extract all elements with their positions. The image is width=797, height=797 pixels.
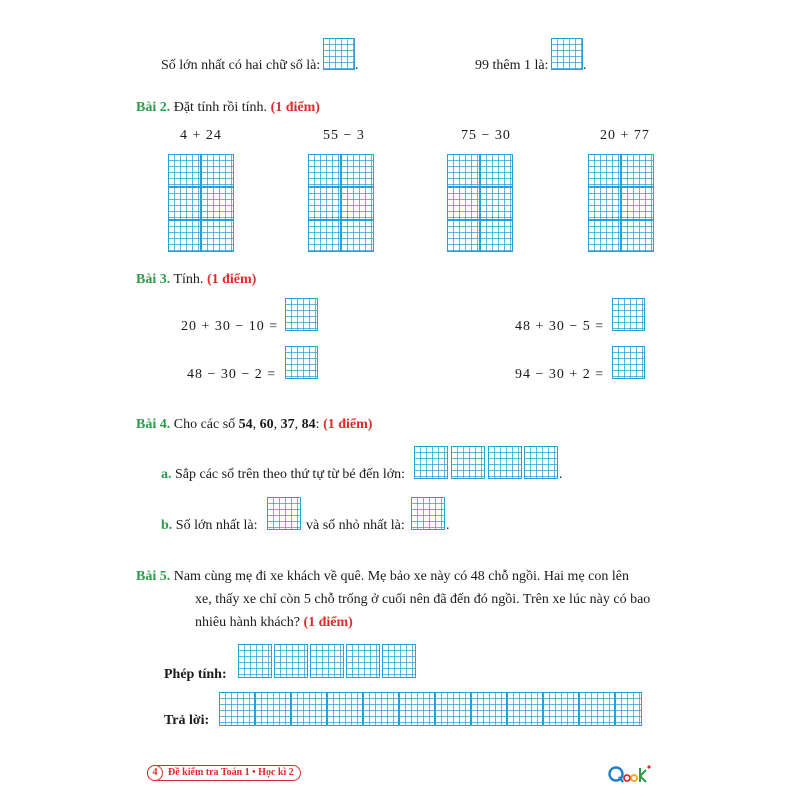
tra-loi-box[interactable] [255,692,291,726]
bai5-line-3 [195,614,353,632]
bai4-a-label: a. [161,467,172,482]
bai2-problem-3: 75 − 30 [461,128,511,143]
tra-loi-box[interactable] [219,692,255,726]
bai4-label: Bài 4. [136,417,171,432]
sort-box-4[interactable] [524,446,558,479]
page-number: 4 [147,765,163,781]
grid-cell[interactable] [621,220,654,252]
answer-box-plus-one[interactable] [551,38,583,70]
qbooks-logo-icon [608,762,652,786]
bai4-b-label: b. [161,518,173,533]
grid-cell[interactable] [341,187,374,220]
grid-cell[interactable] [201,187,234,220]
grid-cell[interactable] [588,220,621,252]
sort-box-1[interactable] [414,446,448,479]
bai5-line-1 [136,568,629,586]
grid-cell[interactable] [168,154,201,187]
grid-cell[interactable] [480,220,513,252]
bai2-problem-4: 20 + 77 [600,128,650,143]
tra-loi-box[interactable] [507,692,543,726]
bai5-points: (1 điểm) [303,615,353,630]
bai4-a-text: Sắp các số trên theo thứ tự từ bé đến lớn: [175,467,406,482]
grid-cell[interactable] [447,154,480,187]
grid-cell[interactable] [308,154,341,187]
bai4-number: 60 [259,417,274,432]
phep-tinh-box[interactable] [274,644,308,678]
bai5-text-line1: Nam cùng mẹ đi xe khách về quê. Mẹ bảo xe này có 48 chỗ ngồi. Hai mẹ con lên [173,569,629,584]
book-title-footer [147,765,301,781]
largest-two-digit-question: Số lớn nhất có hai chữ số là: [161,58,321,73]
grid-cell[interactable] [480,154,513,187]
grid-cell[interactable] [341,220,374,252]
tra-loi-box[interactable] [471,692,507,726]
tra-loi-box[interactable] [399,692,435,726]
largest-number-box[interactable] [267,497,301,530]
period: . [355,58,359,73]
bai3-heading [136,271,256,289]
grid-cell[interactable] [308,187,341,220]
plus-one-question: 99 thêm 1 là: [475,58,549,73]
grid-cell[interactable] [201,154,234,187]
bai3-points: (1 điểm) [206,272,257,287]
grid-cell[interactable] [588,187,621,220]
grid-cell[interactable] [168,220,201,252]
sort-box-3[interactable] [488,446,522,479]
bai4-points: (1 điểm) [323,417,373,432]
grid-cell[interactable] [308,220,341,252]
bai2-problem-1: 4 + 24 [180,128,222,143]
grid-cell[interactable] [621,187,654,220]
bai3-answer-box-4[interactable] [612,346,645,379]
bai2-points: (1 điểm) [270,100,320,115]
bai4-intro: Cho các số [173,417,236,432]
bai4-number: 37 [280,417,295,432]
phep-tinh-box[interactable] [310,644,344,678]
grid-cell[interactable] [480,187,513,220]
bai2-label: Bài 2. [136,100,171,115]
grid-cell[interactable] [447,187,480,220]
bai2-problem-2: 55 − 3 [323,128,365,143]
tra-loi-box[interactable] [327,692,363,726]
grid-cell[interactable] [168,187,201,220]
bai3-instruction: Tính. [173,272,204,287]
bai2-heading [136,99,320,117]
bai3-answer-box-2[interactable] [612,298,645,331]
bai4-part-a [161,466,405,484]
grid-cell[interactable] [588,154,621,187]
tra-loi-box[interactable] [543,692,579,726]
grid-cell[interactable] [201,220,234,252]
phep-tinh-box[interactable] [238,644,272,678]
bai4-b-text1: Số lớn nhất là: [175,518,258,533]
bai4-number: 54 [238,417,253,432]
phep-tinh-label: Phép tính: [164,667,227,682]
bai3-expression-4: 94 − 30 + 2 = [515,367,605,382]
phep-tinh-box[interactable] [382,644,416,678]
bai3-expression-3: 48 − 30 − 2 = [187,367,277,382]
tra-loi-box[interactable] [615,692,642,726]
publisher-logo [608,762,652,791]
tra-loi-box[interactable] [363,692,399,726]
bai4-number: 84 [301,417,316,432]
bai5-label: Bài 5. [136,569,171,584]
bai5-text-line2: xe, thấy xe chỉ còn 5 chỗ trống ở cuối nên đã đến đó ngồi. Trên xe lúc này có bao [195,592,651,607]
bai5-text-line3: nhiêu hành khách? [195,615,300,630]
bai3-label: Bài 3. [136,272,171,287]
period: . [583,58,587,73]
sort-box-2[interactable] [451,446,485,479]
bai4-heading: Bài 4. Cho các số 54, 60, 37, 84: (1 điểm) [136,417,373,432]
period: . [559,467,563,482]
answer-box-largest-two-digit[interactable] [323,38,355,70]
tra-loi-box[interactable] [579,692,615,726]
tra-loi-box[interactable] [435,692,471,726]
smallest-number-box[interactable] [411,497,445,530]
grid-cell[interactable] [341,154,374,187]
tra-loi-box[interactable] [291,692,327,726]
phep-tinh-box[interactable] [346,644,380,678]
bai4-part-b [161,517,257,535]
bai3-answer-box-3[interactable] [285,346,318,379]
period: . [446,518,450,533]
bai3-expression-2: 48 + 30 − 5 = [515,319,605,334]
book-title: Đề kiểm tra Toán 1 • Học kì 2 [168,767,294,778]
bai4-b-text2: và số nhỏ nhất là: [306,518,405,533]
tra-loi-label: Trả lời: [164,713,210,728]
bai3-answer-box-1[interactable] [285,298,318,331]
bai3-expression-1: 20 + 30 − 10 = [181,319,279,334]
grid-cell[interactable] [447,220,480,252]
grid-cell[interactable] [621,154,654,187]
bai2-instruction: Đặt tính rồi tính. [173,100,268,115]
